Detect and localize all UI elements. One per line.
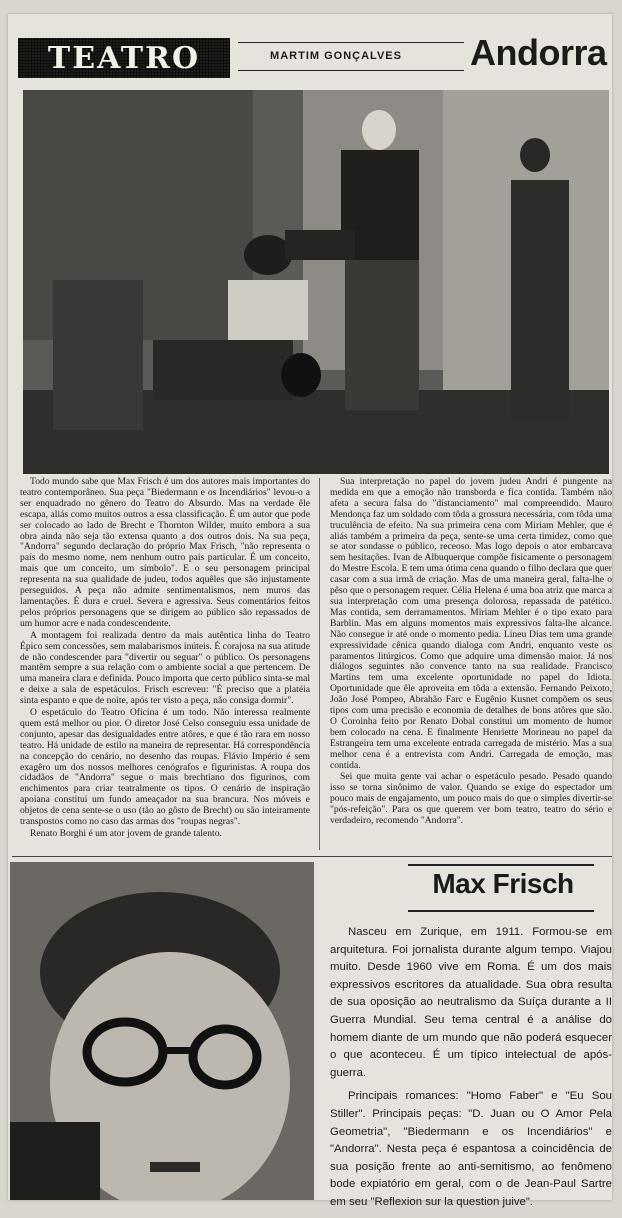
section-banner [18, 38, 230, 78]
section-divider [12, 856, 612, 857]
bio-title-rule-bottom [408, 910, 594, 912]
section-title: TEATRO [47, 40, 201, 76]
stage-photo-image [23, 90, 609, 474]
author-rule-top [238, 42, 464, 43]
article-paragraph: Sua interpretação no papel do jovem judeu Andri é pungente na medida em que a emoção não transborda e fica contida. Também não afeta a secura falsa do "distanciamento" mal compreendido. Mauro Mendonça faz um soldado com tôda a grossura necessária, com tôda uma truculência de efeito. Na sua primeira cena com Miriam Mehler, que é aliás também a primeira da peça, sente-se uma certa timidez, como que se ator sondasse o público, receoso. Mas logo depois o ator embarcava sem hesitações. Ivan de Albuquerque compõe fisicamente o personagem do Mestre Escola. E tem uma ótima cena quando o filho declara que quer casar com a sua irmã de criação. Mas de uma maneira geral, falta-lhe o pêso que o personagem requer. Célia Helena é uma boa atriz que marca a sua interpretação com uma presença dolorosa, repassada de patético. Mas contida, sem derramamentos. Miriam Mehler é o tipo exato para Barblin. Mas em alguns momentos mais expressivos falta-lhe alcance. Não consegue ir até onde o momento pedia. Lineu Dias tem uma grande expressividade cênica quando dialoga com Andri, enquanto veste os paramentos litúrgicos. Como que adquire uma dimensão maior. Já nos diálogos seguintes não convence tanto na sua realidade. Francisco Martins tem uma excelente oportunidade no papel do Idiota. Oportunidade que êle aproveita em tôda a extensão. Fernando Peixoto, João José Pompeo, Abrahão Farc e Eugênio Kusnet compõem os seus tipos com uma precisão e economia de detalhes de bons atôres que são. O Coroinha feito por Renato Dobal constitui um momento de humor bem colocado na cena. E finalmente Henriette Morineau no papel da Estrangeira tem uma excelente entrada carregada de mistério. Mas a sua melhor cena é a entrevista com Andri. Carregada de emoção, mas contida. [330, 476, 612, 771]
article-paragraph: A montagem foi realizada dentro da mais autêntica linha do Teatro Épico sem concessões, sem malabarismos inúteis. É corajosa na sua atitude de não condescender para "divertir ou seguar" o público. Os personagens mantêm sempre a sua relação com o ambiente social a que pertencem. De uma maneira clara e definida. Pouco importa que certo público sinta-se mal e deixe a sala de espetáculos. Frisch escreveu: "É preciso que a platéia sinta espanto e que de noite, após ter visto a peça, não consiga dormir". [20, 629, 310, 707]
portrait-photo-image [10, 862, 314, 1200]
article-column-right [330, 477, 612, 828]
bio-paragraph: Nasceu em Zurique, em 1911. Formou-se em arquitetura. Foi jornalista durante algum tempo. Viajou muito. Desde 1960 vive em Roma. É um dos mais expressivos escritores da atualidade. Sua obra resulta de sua oposição ao neutralismo da Suíça durante a II Guerra Mundial. Seu tema central é a análise do homem diante de um mundo que não poderá esquecer o que aconteceu. É um típico intelectual de após-guerra. [330, 926, 612, 1079]
author-rule-bottom [238, 70, 464, 71]
article-column-left [20, 477, 310, 841]
bio-title-rule-top [408, 864, 594, 866]
article-paragraph: Sei que muita gente vai achar o espetáculo pesado. Pesado quando isso se torna sinônimo de valor. Quando se exige do espectador um pouco mais de engajamento, um pouco mais do que o simples divertir-se "pós-refeição". Para os que querem ver bom teatro, teatro do sério e verdadeiro, recomendo "Andorra". [330, 771, 612, 827]
byline: MARTIM GONÇALVES [270, 50, 402, 62]
portrait-photo [10, 862, 314, 1200]
stage-photo [23, 90, 609, 474]
bio-title: Max Frisch [432, 868, 574, 899]
column-divider [319, 478, 320, 850]
article-paragraph: O espetáculo do Teatro Oficina é um todo. Não interessa realmente quem está melhor ou pior. O diretor José Celso conseguiu essa unidade de conjunto, apesar das desigualdades entre atôres, e que é tão rara em nosso teatro. Há unidade de estilo na maneira de representar. Há correspondência na concepção do cenário, no desenho das roupas. Flávio Império é sem exagêro um dos nossos melhores cenógrafos e figurinistas. A roupa dos cidadãos de "Andorra" segue o mais brechtiano dos figurinos, com enchimentos para criar teatralmente os tipos. O cenário de inspiração apoiana constitui um fundo ameaçador na sua brancura. Nos móveis e objetos de cena sente-se o uso (tão ao gôsto de Brecht) ou são inteiramente transpostos como no caso das armas dos "roupas negras". [20, 707, 310, 828]
article-paragraph: Todo mundo sabe que Max Frisch é um dos autores mais importantes do teatro contemporâneo. Sua peça "Biedermann e os Incendiários" levou-o a ser enquadrado no gênero do Teatro do Absurdo. Mas na verdade êle escapa, aliás como muitos outros a essa classificação. É um autor que pode ser colocado ao lado de Brecht e Thornton Wilder, muito embora a sua obra ainda não seja tão extensa quanto a dos outros dois. Na sua peça, "Andorra" segundo declaração do próprio Max Frisch, "não representa o país do mesmo nome, nem nenhum outro país particular. É um conceito, mais que um conceito, um símbolo". E o seu personagem principal representa na sua qualidade de judeu, todos aquêles que são injustamente perseguidos. A peça não admite sentimentalismos, nem muros das lamentações. É dura e cruel. Severa e agressiva. Seus comentários feitos pelos próprios personagens que se dirigem ao público são repassados de um humor acre e nada condescendente. [20, 476, 310, 629]
page-header [10, 24, 606, 80]
bio-paragraph: Principais romances: "Homo Faber" e "Eu Sou Stiller". Principais peças: "D. Juan ou O Amor Pela Geometria", "Biedermann e os Incendiários" e "Andorra". Nesta peça é espantosa a coincidência de sua posição frente ao anti-semitismo, ao fenômeno bode expiatório em geral, com o de Jean-Paul Sartre em seu "Reflexion sur la question juive". [330, 1090, 612, 1208]
headline: Andorra [470, 32, 607, 73]
article-paragraph: Renato Borghi é um ator jovem de grande talento. [30, 828, 222, 839]
bio-text [330, 924, 612, 1218]
